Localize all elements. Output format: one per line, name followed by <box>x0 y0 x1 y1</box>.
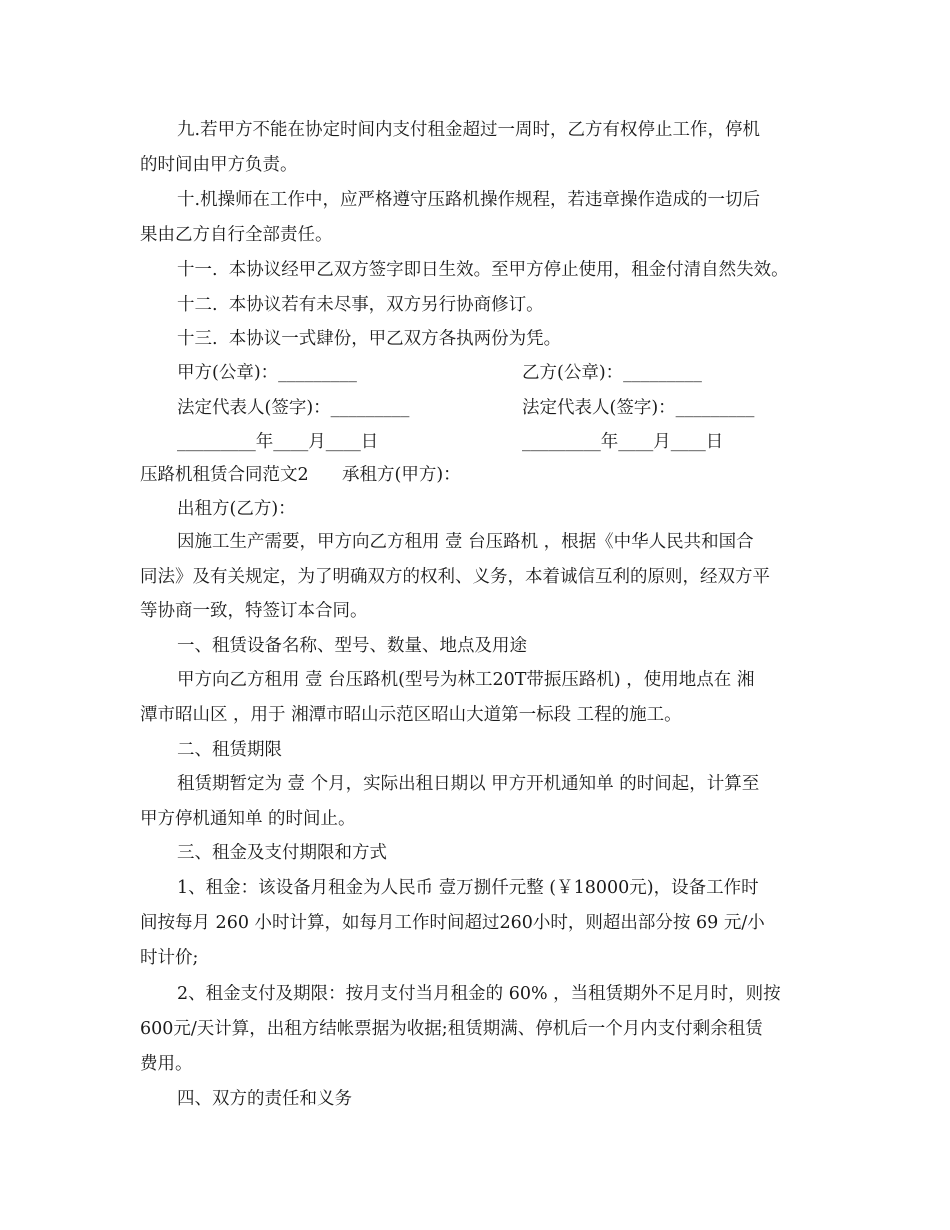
section-2-heading: 二、租赁期限 <box>177 740 282 760</box>
intro-line-2: 同法》及有关规定，为了明确双方的权利、义务，本着诚信互利的原则，经双方平 <box>140 567 770 587</box>
contract-2-heading: 压路机租赁合同范文2 承租方(甲方)： <box>140 465 461 485</box>
clause-12: 十二. 本协议若有未尽事，双方另行协商修订。 <box>177 295 544 315</box>
clause-10-line-2: 果由乙方自行全部责任。 <box>140 225 333 245</box>
party-a-representative-line: 法定代表人(签字)：_________ <box>177 398 410 418</box>
intro-line-3: 等协商一致，特签订本合同。 <box>140 601 368 621</box>
rent-line-3: 时计价; <box>140 948 199 968</box>
section-1-line-2: 潭市昭山区 ，用于 湘潭市昭山示范区昭山大道第一标段 工程的施工。 <box>140 705 682 725</box>
lessor-line: 出租方(乙方)： <box>177 499 296 519</box>
party-b-seal-line: 乙方(公章)：_________ <box>522 363 702 383</box>
section-3-heading: 三、租金及支付期限和方式 <box>177 843 387 863</box>
party-a-date-line: _________年____月____日 <box>177 432 379 452</box>
clause-9-line-2: 的时间由甲方负责。 <box>140 155 298 175</box>
clause-10-line-1: 十.机操师在工作中，应严格遵守压路机操作规程，若违章操作造成的一切后 <box>177 190 761 210</box>
rent-line-1: 1、租金：该设备月租金为人民币 壹万捌仟元整 (￥18000元)，设备工作时 <box>177 878 759 898</box>
intro-line-1: 因施工生产需要，甲方向乙方租用 壹 台压路机 ，根据《中华人民共和国合 <box>177 532 754 552</box>
payment-line-3: 费用。 <box>140 1054 193 1074</box>
clause-11: 十一. 本协议经甲乙双方签字即日生效。至甲方停止使用，租金付清自然失效。 <box>177 260 789 280</box>
section-2-line-2: 甲方停机通知单 的时间止。 <box>140 809 356 829</box>
payment-line-2: 600元/天计算，出租方结帐票据为收据;租赁期满、停机后一个月内支付剩余租赁 <box>140 1019 763 1039</box>
payment-line-1: 2、租金支付及期限：按月支付当月租金的 60% ，当租赁期外不足月时，则按 <box>177 984 781 1004</box>
section-2-line-1: 租赁期暂定为 壹 个月，实际出租日期以 甲方开机通知单 的时间起，计算至 <box>177 774 760 794</box>
party-b-date-line: _________年____月____日 <box>522 432 724 452</box>
party-a-seal-line: 甲方(公章)：_________ <box>177 363 357 383</box>
section-1-line-1: 甲方向乙方租用 壹 台压路机(型号为林工20T带振压路机) ，使用地点在 湘 <box>177 670 755 690</box>
party-b-representative-line: 法定代表人(签字)：_________ <box>522 398 755 418</box>
clause-9-line-1: 九.若甲方不能在协定时间内支付租金超过一周时，乙方有权停止工作，停机 <box>177 120 761 140</box>
rent-line-2: 间按每月 260 小时计算，如每月工作时间超过260小时，则超出部分按 69 元/小 <box>140 913 765 933</box>
clause-13: 十三. 本协议一式肆份，甲乙双方各执两份为凭。 <box>177 329 562 349</box>
section-1-heading: 一、租赁设备名称、型号、数量、地点及用途 <box>177 636 527 656</box>
section-4-heading: 四、双方的责任和义务 <box>177 1089 352 1109</box>
